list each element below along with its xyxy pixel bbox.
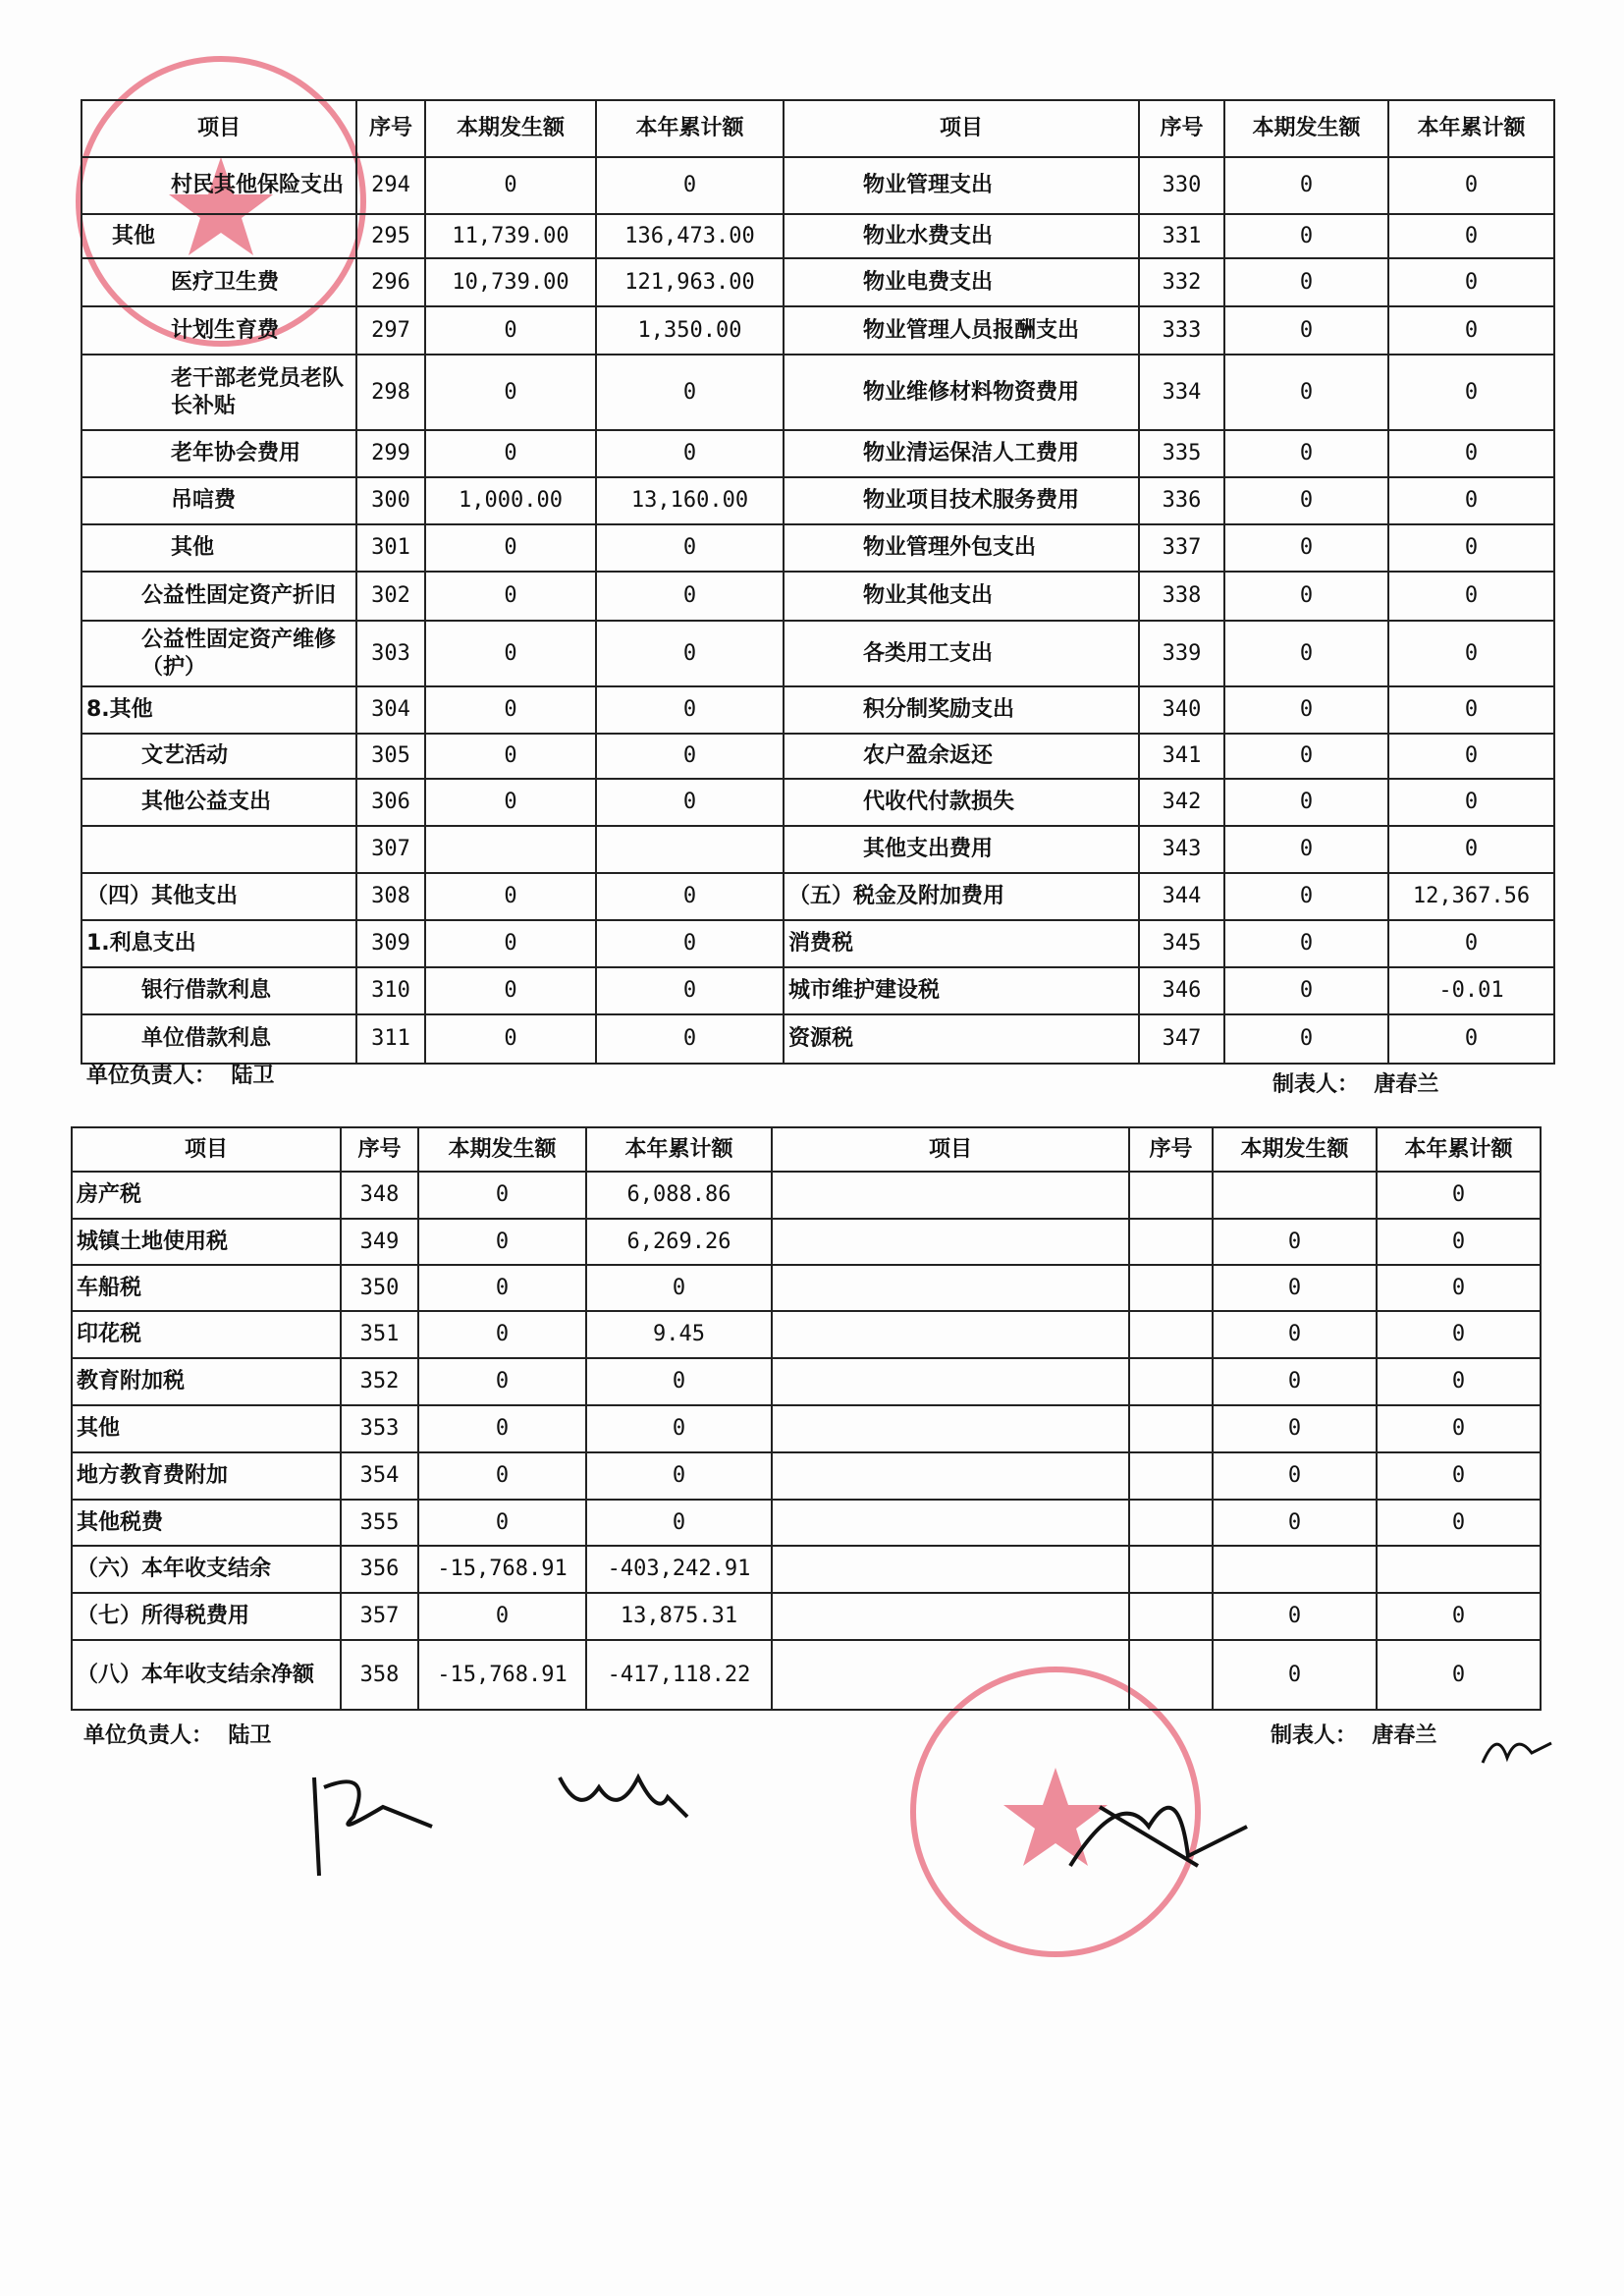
seq-number: 338 [1139, 572, 1224, 621]
year-amount: 0 [1388, 920, 1554, 967]
period-amount: -15,768.91 [418, 1640, 586, 1710]
expense-table-2 [71, 1126, 1542, 1711]
item-name [772, 1500, 1129, 1546]
period-amount: 0 [1213, 1219, 1377, 1265]
item-name: 农户盈余返还 [784, 734, 1139, 779]
period-amount: 0 [418, 1405, 586, 1452]
seq-number: 345 [1139, 920, 1224, 967]
seq-number: 357 [341, 1593, 418, 1640]
item-name: （七）所得税费用 [72, 1593, 341, 1640]
item-name: 房产税 [72, 1172, 341, 1219]
item-name [772, 1265, 1129, 1311]
column-header: 序号 [356, 100, 425, 157]
year-amount: 0 [1377, 1640, 1541, 1710]
seq-number: 310 [356, 967, 425, 1014]
year-amount: 6,088.86 [586, 1172, 772, 1219]
item-name: 1.利息支出 [81, 920, 356, 967]
item-name: 吊唁费 [81, 477, 356, 524]
column-header: 本年累计额 [1388, 100, 1554, 157]
year-amount: 0 [1388, 355, 1554, 430]
seq-number: 351 [341, 1311, 418, 1358]
item-name: 物业管理外包支出 [784, 524, 1139, 572]
year-amount: 0 [1377, 1593, 1541, 1640]
period-amount: 0 [425, 572, 596, 621]
seq-number: 348 [341, 1172, 418, 1219]
table-row [81, 734, 1554, 779]
year-amount: 0 [586, 1265, 772, 1311]
item-name: 物业电费支出 [784, 258, 1139, 306]
item-name: （五）税金及附加费用 [784, 873, 1139, 920]
item-name: 老年协会费用 [81, 430, 356, 477]
year-amount: -0.01 [1388, 967, 1554, 1014]
year-amount: 0 [596, 621, 784, 686]
period-amount: 0 [1213, 1640, 1377, 1710]
period-amount: 0 [1213, 1500, 1377, 1546]
preparer-name: 唐春兰 [1374, 1072, 1439, 1097]
year-amount: 0 [1388, 686, 1554, 734]
item-name: 其他 [81, 524, 356, 572]
period-amount: 0 [1224, 477, 1388, 524]
year-amount: 0 [1377, 1311, 1541, 1358]
table-row [72, 1640, 1541, 1710]
period-amount: 0 [1224, 157, 1388, 214]
year-amount: 0 [596, 355, 784, 430]
period-amount: 0 [1224, 214, 1388, 258]
preparer-signoff-2 [1271, 1719, 1436, 1749]
period-amount: 0 [418, 1311, 586, 1358]
item-name: 物业维修材料物资费用 [784, 355, 1139, 430]
column-header: 序号 [341, 1127, 418, 1172]
period-amount: 0 [1224, 355, 1388, 430]
seq-number: 298 [356, 355, 425, 430]
period-amount: 0 [1224, 920, 1388, 967]
table-row [81, 157, 1554, 214]
item-name: 城镇土地使用税 [72, 1219, 341, 1265]
year-amount: 0 [596, 967, 784, 1014]
item-name: 文艺活动 [81, 734, 356, 779]
column-header: 项目 [81, 100, 356, 157]
year-amount: 0 [596, 873, 784, 920]
period-amount: 0 [418, 1172, 586, 1219]
period-amount: -15,768.91 [418, 1546, 586, 1593]
seq-number [1129, 1546, 1213, 1593]
period-amount: 0 [418, 1219, 586, 1265]
seq-number: 305 [356, 734, 425, 779]
seq-number: 334 [1139, 355, 1224, 430]
item-name [772, 1358, 1129, 1405]
seq-number: 308 [356, 873, 425, 920]
period-amount: 0 [418, 1593, 586, 1640]
year-amount: 0 [1388, 621, 1554, 686]
year-amount: 12,367.56 [1388, 873, 1554, 920]
year-amount: 0 [1388, 306, 1554, 355]
seq-number: 300 [356, 477, 425, 524]
seq-number [1129, 1172, 1213, 1219]
period-amount: 0 [425, 1014, 596, 1064]
table-row [72, 1311, 1541, 1358]
item-name [772, 1452, 1129, 1500]
seq-number [1129, 1219, 1213, 1265]
period-amount: 10,739.00 [425, 258, 596, 306]
item-name [772, 1546, 1129, 1593]
item-name: 8.其他 [81, 686, 356, 734]
year-amount: 0 [1377, 1172, 1541, 1219]
year-amount: -403,242.91 [586, 1546, 772, 1593]
table-row [72, 1593, 1541, 1640]
year-amount: 0 [1388, 572, 1554, 621]
header-row [81, 100, 1554, 157]
year-amount: 0 [1388, 214, 1554, 258]
year-amount: 0 [1377, 1452, 1541, 1500]
table-row [81, 873, 1554, 920]
column-header: 本期发生额 [418, 1127, 586, 1172]
year-amount: 0 [596, 686, 784, 734]
period-amount: 0 [425, 686, 596, 734]
seq-number: 299 [356, 430, 425, 477]
item-name: 物业清运保洁人工费用 [784, 430, 1139, 477]
year-amount: 0 [586, 1500, 772, 1546]
year-amount: 0 [596, 430, 784, 477]
column-header: 项目 [72, 1127, 341, 1172]
year-amount: 0 [1388, 157, 1554, 214]
period-amount [425, 826, 596, 873]
period-amount: 0 [1224, 306, 1388, 355]
year-amount: 0 [1388, 524, 1554, 572]
item-name [772, 1640, 1129, 1710]
seq-number: 335 [1139, 430, 1224, 477]
unit-head-signoff [86, 1059, 274, 1089]
period-amount: 0 [418, 1358, 586, 1405]
seq-number [1129, 1593, 1213, 1640]
period-amount: 0 [1224, 430, 1388, 477]
year-amount: 0 [596, 157, 784, 214]
table-row [81, 572, 1554, 621]
period-amount: 0 [1224, 826, 1388, 873]
table-row [72, 1172, 1541, 1219]
year-amount: 0 [596, 779, 784, 826]
table-row [72, 1219, 1541, 1265]
item-name: 其他 [72, 1405, 341, 1452]
item-name: 消费税 [784, 920, 1139, 967]
seq-number: 336 [1139, 477, 1224, 524]
seq-number: 349 [341, 1219, 418, 1265]
preparer-signature [1478, 1723, 1556, 1773]
table-row [72, 1452, 1541, 1500]
year-amount: 136,473.00 [596, 214, 784, 258]
table-row [81, 920, 1554, 967]
item-name: 资源税 [784, 1014, 1139, 1064]
column-header: 本年累计额 [596, 100, 784, 157]
seq-number: 346 [1139, 967, 1224, 1014]
year-amount: 0 [596, 734, 784, 779]
year-amount: 0 [1377, 1265, 1541, 1311]
year-amount: 0 [1388, 826, 1554, 873]
table-row [72, 1500, 1541, 1546]
item-name [772, 1172, 1129, 1219]
year-amount: 6,269.26 [586, 1219, 772, 1265]
seq-number: 294 [356, 157, 425, 214]
item-name: （四）其他支出 [81, 873, 356, 920]
year-amount: 0 [1388, 734, 1554, 779]
item-name: （八）本年收支结余净额 [72, 1640, 341, 1710]
table-row [81, 355, 1554, 430]
seq-number: 341 [1139, 734, 1224, 779]
year-amount: 0 [1388, 258, 1554, 306]
period-amount: 0 [1224, 779, 1388, 826]
year-amount: 0 [1388, 1014, 1554, 1064]
year-amount: 13,875.31 [586, 1593, 772, 1640]
table-row [81, 779, 1554, 826]
period-amount: 0 [418, 1265, 586, 1311]
table-row [81, 686, 1554, 734]
table-row [81, 430, 1554, 477]
period-amount: 0 [1224, 967, 1388, 1014]
table-row [72, 1546, 1541, 1593]
year-amount: 0 [1377, 1219, 1541, 1265]
year-amount: 0 [1388, 430, 1554, 477]
column-header: 本期发生额 [425, 100, 596, 157]
year-amount: 13,160.00 [596, 477, 784, 524]
period-amount: 0 [1224, 873, 1388, 920]
seq-number: 332 [1139, 258, 1224, 306]
item-name: 老干部老党员老队长补贴 [81, 355, 356, 430]
seq-number: 347 [1139, 1014, 1224, 1064]
column-header: 本年累计额 [586, 1127, 772, 1172]
period-amount: 0 [1224, 524, 1388, 572]
table-row [81, 214, 1554, 258]
item-name: 代收代付款损失 [784, 779, 1139, 826]
seq-number: 311 [356, 1014, 425, 1064]
seq-number: 344 [1139, 873, 1224, 920]
period-amount: 0 [425, 967, 596, 1014]
head-name: 陆卫 [228, 1723, 272, 1748]
item-name: 物业其他支出 [784, 572, 1139, 621]
table-row [81, 967, 1554, 1014]
preparer-label: 制表人： [1272, 1072, 1360, 1097]
year-amount: 0 [1377, 1358, 1541, 1405]
item-name: 其他 [81, 214, 356, 258]
period-amount [1213, 1172, 1377, 1219]
seq-number [1129, 1640, 1213, 1710]
table-row [81, 306, 1554, 355]
item-name: （六）本年收支结余 [72, 1546, 341, 1593]
item-name: 车船税 [72, 1265, 341, 1311]
item-name: 银行借款利息 [81, 967, 356, 1014]
item-name: 其他公益支出 [81, 779, 356, 826]
table-row [81, 524, 1554, 572]
head-name: 陆卫 [231, 1064, 275, 1088]
period-amount: 0 [418, 1452, 586, 1500]
head-label: 单位负责人： [86, 1064, 217, 1088]
item-name: 医疗卫生费 [81, 258, 356, 306]
item-name: 公益性固定资产折旧 [81, 572, 356, 621]
item-name [772, 1219, 1129, 1265]
table-row [81, 826, 1554, 873]
column-header: 序号 [1139, 100, 1224, 157]
seq-number: 330 [1139, 157, 1224, 214]
seq-number: 356 [341, 1546, 418, 1593]
year-amount [1377, 1546, 1541, 1593]
table-row [81, 621, 1554, 686]
column-header: 本年累计额 [1377, 1127, 1541, 1172]
period-amount: 0 [1224, 572, 1388, 621]
item-name: 各类用工支出 [784, 621, 1139, 686]
item-name: 物业管理支出 [784, 157, 1139, 214]
period-amount: 0 [1224, 258, 1388, 306]
period-amount: 0 [1224, 621, 1388, 686]
item-name [772, 1311, 1129, 1358]
period-amount: 0 [1213, 1452, 1377, 1500]
seq-number: 304 [356, 686, 425, 734]
seq-number: 340 [1139, 686, 1224, 734]
item-name: 村民其他保险支出 [81, 157, 356, 214]
year-amount: 0 [596, 1014, 784, 1064]
period-amount: 0 [1224, 734, 1388, 779]
year-amount: -417,118.22 [586, 1640, 772, 1710]
seq-number: 302 [356, 572, 425, 621]
item-name: 物业水费支出 [784, 214, 1139, 258]
period-amount: 0 [418, 1500, 586, 1546]
seq-number: 339 [1139, 621, 1224, 686]
seq-number: 306 [356, 779, 425, 826]
head-label: 单位负责人： [83, 1723, 214, 1748]
period-amount: 0 [1224, 1014, 1388, 1064]
column-header: 项目 [772, 1127, 1129, 1172]
preparer-signoff [1272, 1067, 1438, 1098]
item-name: 地方教育费附加 [72, 1452, 341, 1500]
item-name: 单位借款利息 [81, 1014, 356, 1064]
seq-number: 309 [356, 920, 425, 967]
year-amount: 121,963.00 [596, 258, 784, 306]
item-name: 其他支出费用 [784, 826, 1139, 873]
seq-number: 297 [356, 306, 425, 355]
year-amount: 0 [596, 572, 784, 621]
header-row [72, 1127, 1541, 1172]
period-amount: 0 [425, 920, 596, 967]
table-row [72, 1405, 1541, 1452]
seq-number: 303 [356, 621, 425, 686]
period-amount: 1,000.00 [425, 477, 596, 524]
seq-number: 355 [341, 1500, 418, 1546]
seq-number: 296 [356, 258, 425, 306]
seq-number: 307 [356, 826, 425, 873]
item-name [81, 826, 356, 873]
item-name: 物业项目技术服务费用 [784, 477, 1139, 524]
period-amount: 0 [1224, 686, 1388, 734]
seq-number: 343 [1139, 826, 1224, 873]
period-amount: 0 [1213, 1311, 1377, 1358]
period-amount: 0 [425, 430, 596, 477]
item-name: 积分制奖励支出 [784, 686, 1139, 734]
seq-number [1129, 1452, 1213, 1500]
column-header: 项目 [784, 100, 1139, 157]
seq-number: 295 [356, 214, 425, 258]
seq-number [1129, 1311, 1213, 1358]
item-name: 物业管理人员报酬支出 [784, 306, 1139, 355]
period-amount: 0 [1213, 1265, 1377, 1311]
year-amount: 0 [596, 920, 784, 967]
item-name: 教育附加税 [72, 1358, 341, 1405]
preparer-label: 制表人： [1271, 1723, 1358, 1748]
seq-number: 301 [356, 524, 425, 572]
seq-number [1129, 1405, 1213, 1452]
table-row [72, 1358, 1541, 1405]
handwritten-signature-stamp-area [1060, 1768, 1257, 1886]
year-amount: 0 [586, 1358, 772, 1405]
item-name: 其他税费 [72, 1500, 341, 1546]
year-amount: 0 [1377, 1405, 1541, 1452]
seq-number: 354 [341, 1452, 418, 1500]
table-row [81, 477, 1554, 524]
seq-number: 333 [1139, 306, 1224, 355]
year-amount: 0 [596, 524, 784, 572]
seq-number: 353 [341, 1405, 418, 1452]
period-amount: 0 [425, 157, 596, 214]
year-amount [596, 826, 784, 873]
year-amount: 9.45 [586, 1311, 772, 1358]
seq-number: 358 [341, 1640, 418, 1710]
period-amount: 11,739.00 [425, 214, 596, 258]
seq-number: 350 [341, 1265, 418, 1311]
period-amount: 0 [425, 524, 596, 572]
period-amount: 0 [425, 779, 596, 826]
seq-number [1129, 1265, 1213, 1311]
year-amount: 0 [1377, 1500, 1541, 1546]
item-name: 公益性固定资产维修（护） [81, 621, 356, 686]
year-amount: 0 [1388, 779, 1554, 826]
handwritten-signatures [295, 1768, 746, 1886]
seq-number: 352 [341, 1358, 418, 1405]
period-amount: 0 [425, 355, 596, 430]
column-header: 序号 [1129, 1127, 1213, 1172]
year-amount: 0 [586, 1452, 772, 1500]
period-amount: 0 [425, 306, 596, 355]
seq-number: 342 [1139, 779, 1224, 826]
preparer-name: 唐春兰 [1372, 1723, 1437, 1748]
column-header: 本期发生额 [1213, 1127, 1377, 1172]
period-amount: 0 [425, 734, 596, 779]
item-name: 印花税 [72, 1311, 341, 1358]
period-amount: 0 [425, 873, 596, 920]
period-amount [1213, 1546, 1377, 1593]
unit-head-signoff-2 [83, 1719, 271, 1749]
item-name [772, 1405, 1129, 1452]
seq-number: 337 [1139, 524, 1224, 572]
table-row [72, 1265, 1541, 1311]
item-name: 城市维护建设税 [784, 967, 1139, 1014]
item-name: 计划生育费 [81, 306, 356, 355]
year-amount: 0 [1388, 477, 1554, 524]
column-header: 本期发生额 [1224, 100, 1388, 157]
item-name [772, 1593, 1129, 1640]
period-amount: 0 [425, 621, 596, 686]
seq-number: 331 [1139, 214, 1224, 258]
seq-number [1129, 1358, 1213, 1405]
table-row [81, 1014, 1554, 1064]
year-amount: 0 [586, 1405, 772, 1452]
expense-table-1 [81, 99, 1555, 1065]
year-amount: 1,350.00 [596, 306, 784, 355]
period-amount: 0 [1213, 1358, 1377, 1405]
period-amount: 0 [1213, 1405, 1377, 1452]
table-row [81, 258, 1554, 306]
seq-number [1129, 1500, 1213, 1546]
period-amount: 0 [1213, 1593, 1377, 1640]
